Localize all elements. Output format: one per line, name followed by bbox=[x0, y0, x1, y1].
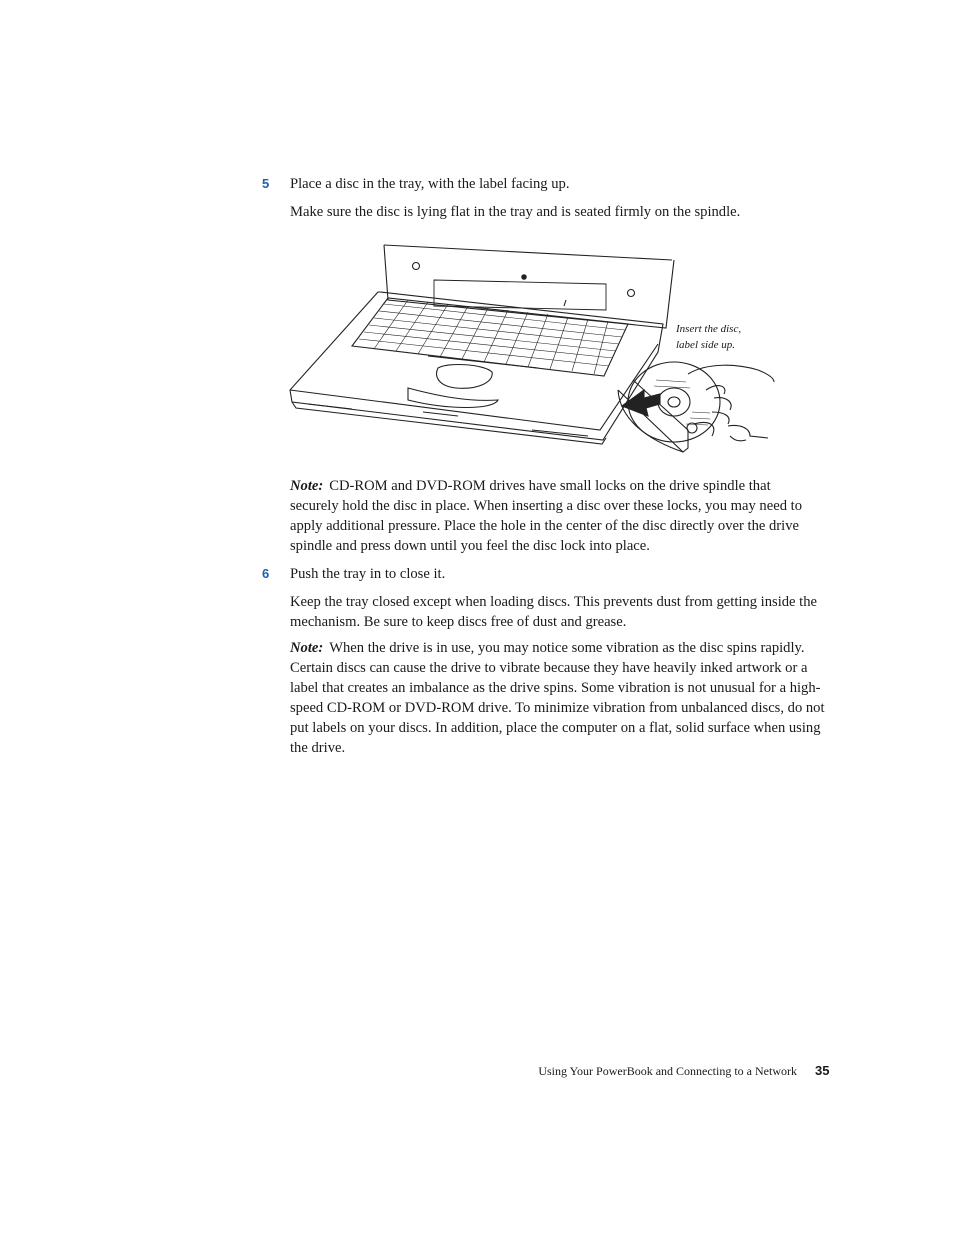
step-detail: Keep the tray closed except when loading discs. This prevents dust from getting inside the mechanism. Be sure to keep discs free of dust and grease. bbox=[290, 594, 818, 630]
note-text: When the drive is in use, you may notice some vibration as the disc spins rapidly. Certain discs can cause the drive to vibrate because they have heavily inked artwork or a label that creates an imbalance as the drive spins. Some vibration is not unusual for a high-speed CD-ROM or DVD-ROM drive. To minimize vibration from unbalanced discs, do not put labels on your discs. In addition, place the computer on a flat, solid surface when using the drive. bbox=[290, 640, 825, 756]
step-detail: Make sure the disc is lying flat in the tray and is seated firmly on the spindle. bbox=[290, 204, 741, 220]
figure-caption-line: Insert the disc, bbox=[676, 323, 742, 335]
note-label: Note: bbox=[290, 640, 324, 656]
step-instruction: Push the tray in to close it. bbox=[290, 566, 446, 582]
figure-caption bbox=[676, 321, 776, 353]
note-text: CD-ROM and DVD-ROM drives have small locks on the drive spindle that securely hold the disc in place. When inserting a disc over these locks, you may need to apply additional pressure. Place the hole in the center of the disc directly over the drive spindle and press down until you feel the disc lock into place. bbox=[290, 478, 802, 554]
step-number: 5 bbox=[262, 176, 270, 191]
footer-section-title: Using Your PowerBook and Connecting to a Network bbox=[538, 1064, 797, 1078]
note-paragraph bbox=[290, 638, 835, 758]
note-paragraph bbox=[290, 476, 820, 556]
note-label: Note: bbox=[290, 478, 324, 494]
step-instruction: Place a disc in the tray, with the label facing up. bbox=[290, 176, 570, 192]
step-number: 6 bbox=[262, 566, 270, 581]
figure-caption-line: label side up. bbox=[676, 339, 735, 351]
page-number: 35 bbox=[815, 1063, 830, 1078]
